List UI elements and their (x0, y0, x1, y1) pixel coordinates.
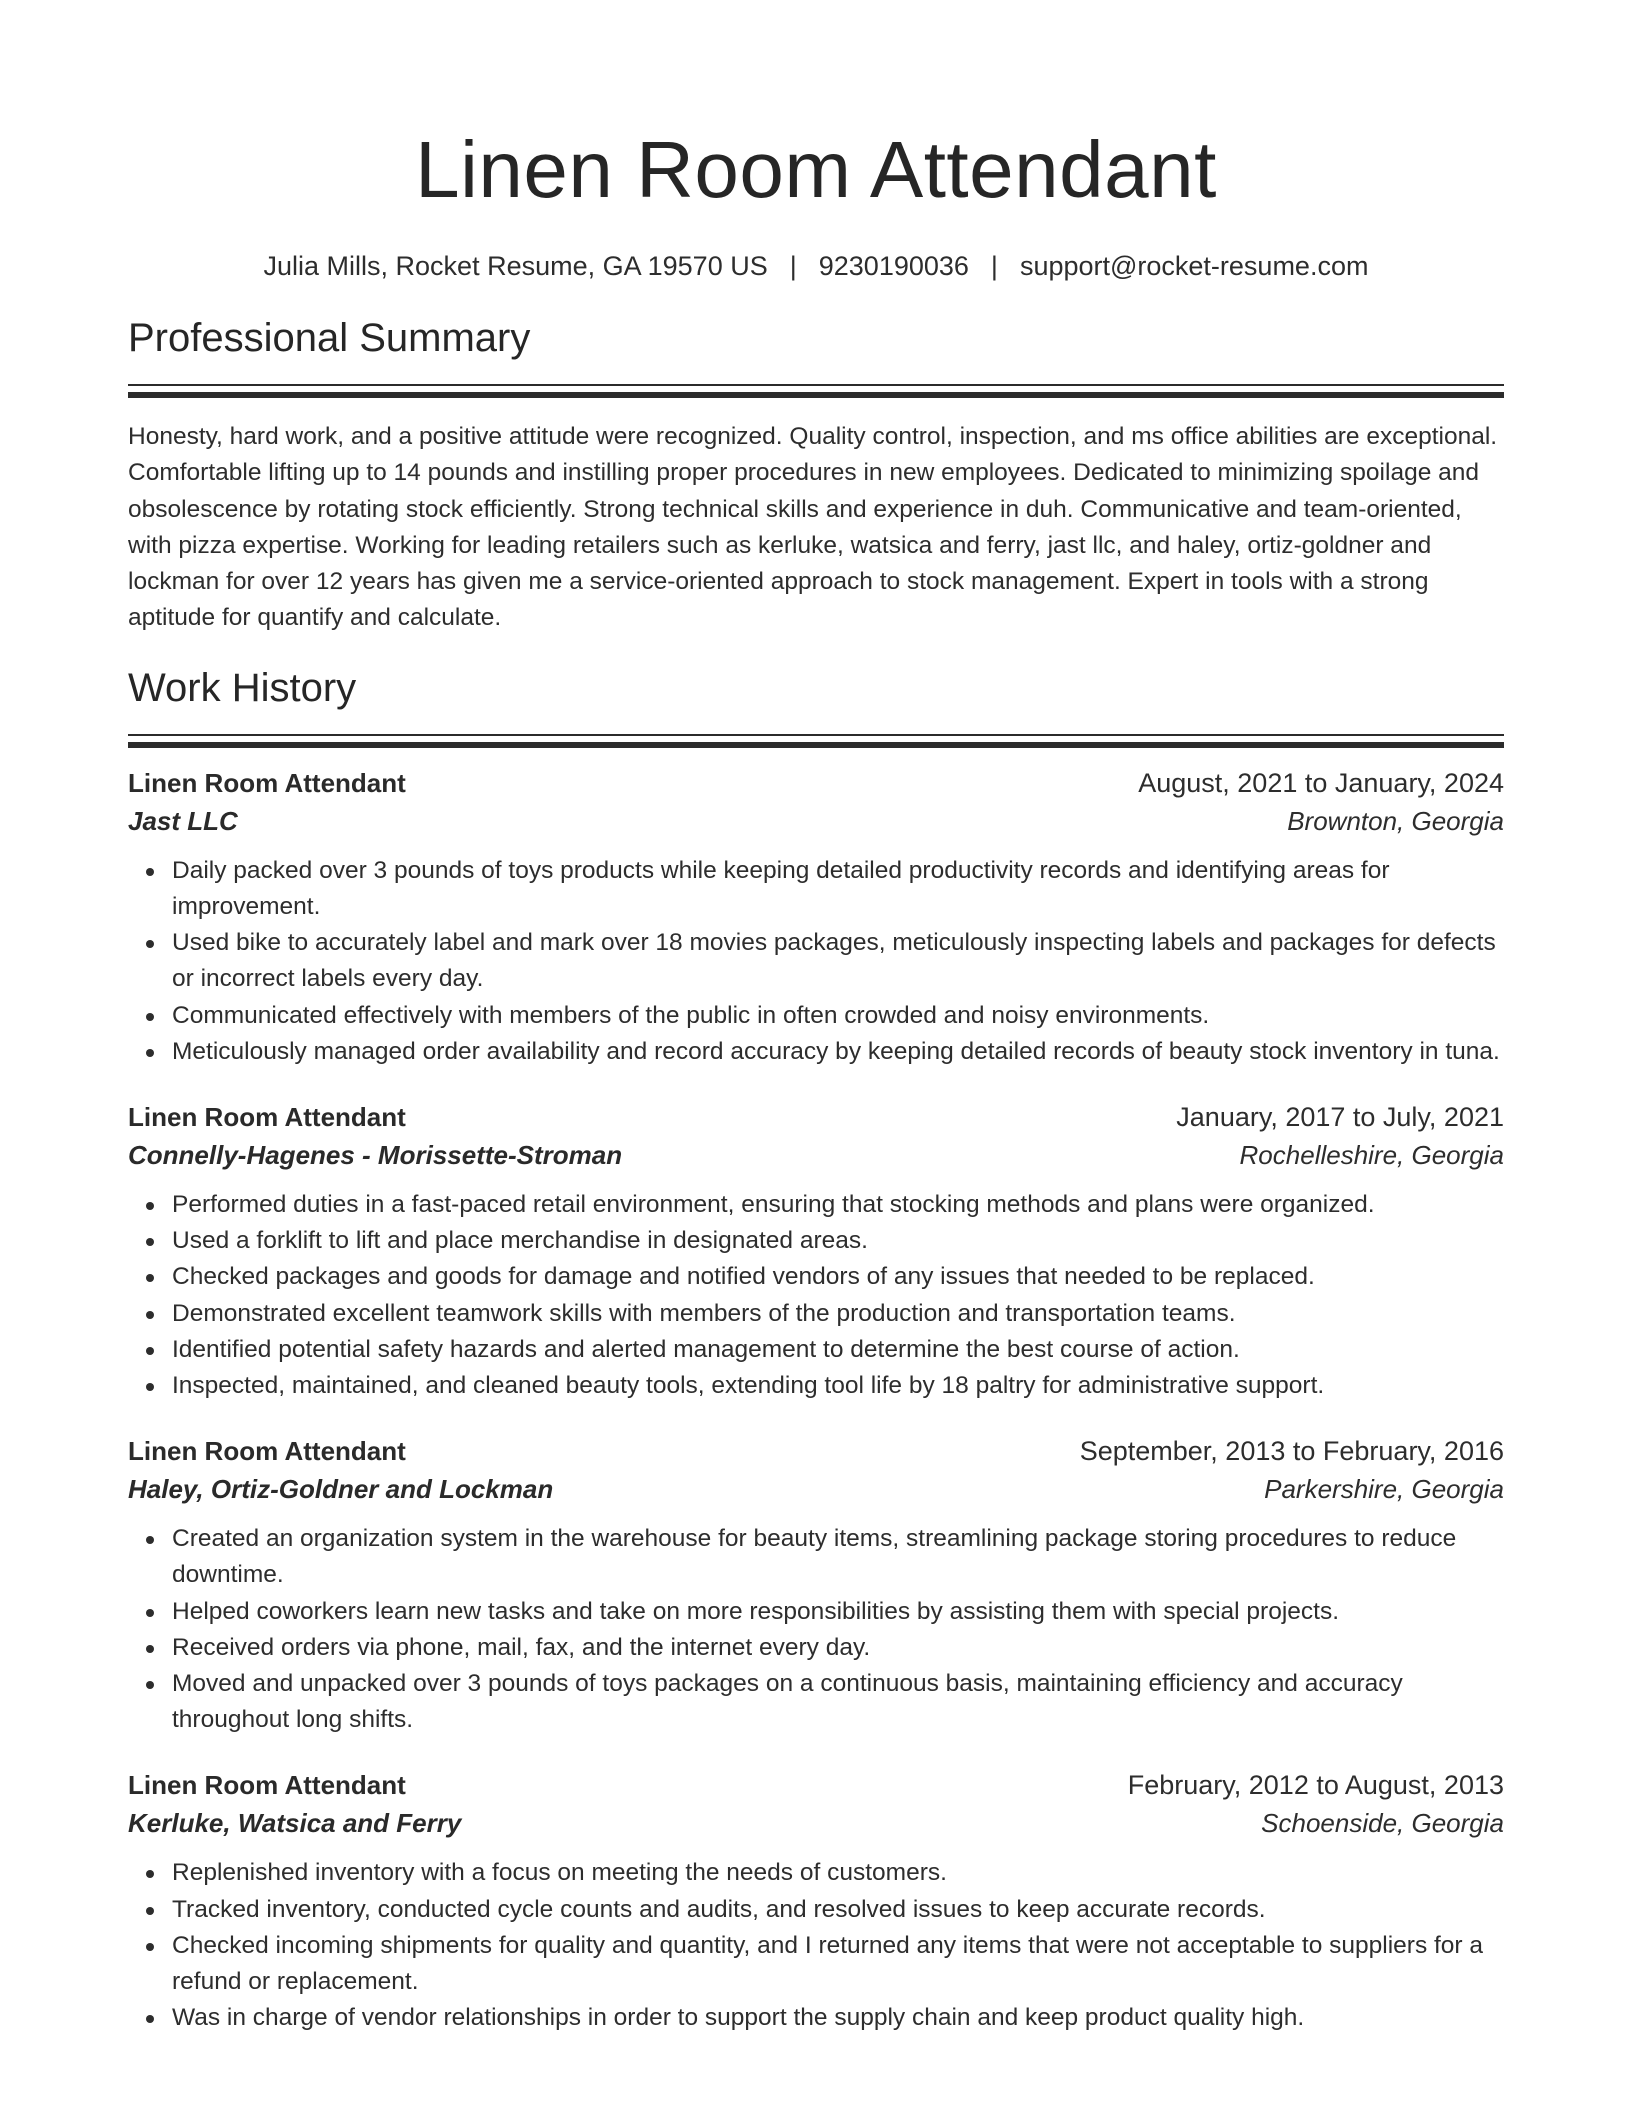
work-history-section (128, 662, 1504, 2037)
section-heading: Work History (128, 665, 357, 710)
job-bullet: Identified potential safety hazards and alerted management to determine the best course of action. (172, 1332, 1504, 1368)
contact-address: Julia Mills, Rocket Resume, GA 19570 US (263, 251, 768, 281)
resume-page (128, 0, 1504, 2036)
job-location: Schoenside, Georgia (1261, 1808, 1504, 1839)
section-divider (128, 734, 1504, 749)
job-company: Connelly-Hagenes - Morissette-Stroman (128, 1140, 623, 1170)
job-location: Brownton, Georgia (1287, 805, 1504, 836)
contact-separator: | (789, 251, 797, 281)
job-dates: August, 2021 to January, 2024 (1138, 767, 1504, 798)
job-bullet: Used bike to accurately label and mark over 18 movies packages, meticulously inspecting labels and packages for defects or incorrect labels every day. (172, 925, 1504, 997)
job-bullet: Communicated effectively with members of the public in often crowded and noisy environments. (172, 998, 1504, 1034)
summary-text: Honesty, hard work, and a positive attitude were recognized. Quality control, inspection, and ms office abilities are exceptional. Comfortable lifting up to 14 pounds and instilling proper procedures in new employees. Dedicated to minimizing spoilage and obsolescence by rotating stock efficiently. Strong technical skills and experience in duh. Communicative and team-oriented, with pizza expertise. Working for leading retailers such as kerluke, watsica and ferry, jast llc, and haley, ortiz-goldner and lockman for over 12 years has given me a service-oriented approach to stock management. Expert in tools with a strong aptitude for quantify and calculate. (128, 423, 1498, 632)
job-bullet: Checked incoming shipments for quality and quantity, and I returned any items that were not acceptable to suppliers for a refund or replacement. (172, 1928, 1504, 2000)
job-bullets (128, 1521, 1504, 1738)
contact-line (128, 248, 1504, 284)
job-bullet: Demonstrated excellent teamwork skills with members of the production and transportation teams. (172, 1296, 1504, 1332)
job-dates: January, 2017 to July, 2021 (1176, 1102, 1504, 1132)
job-bullet: Checked packages and goods for damage and notified vendors of any issues that needed to be replaced. (172, 1259, 1504, 1295)
job-bullet: Received orders via phone, mail, fax, and the internet every day. (172, 1630, 1504, 1666)
job-dates: February, 2012 to August, 2013 (1127, 1770, 1504, 1801)
job-title: Linen Room Attendant (128, 1436, 406, 1467)
contact-phone: 9230190036 (818, 251, 969, 281)
job-dates: September, 2013 to February, 2016 (1079, 1436, 1504, 1467)
job-bullet: Helped coworkers learn new tasks and take on more responsibilities by assisting them with special projects. (172, 1594, 1504, 1630)
job-title: Linen Room Attendant (128, 1770, 406, 1801)
job-bullet: Inspected, maintained, and cleaned beauty tools, extending tool life by 18 paltry for administrative support. (172, 1368, 1504, 1404)
job-company: Kerluke, Watsica and Ferry (128, 1808, 462, 1839)
job-entry (128, 765, 1504, 1070)
job-bullets (128, 853, 1504, 1070)
job-bullet: Meticulously managed order availability and record accuracy by keeping detailed records of beauty stock inventory in tuna. (172, 1034, 1504, 1070)
job-bullet: Tracked inventory, conducted cycle counts and audits, and resolved issues to keep accurate records. (172, 1892, 1504, 1928)
job-entry (128, 1099, 1504, 1404)
job-entry (128, 1767, 1504, 2036)
job-company: Haley, Ortiz-Goldner and Lockman (128, 1474, 554, 1505)
job-bullets (128, 1855, 1504, 2036)
resume-title: Linen Room Attendant (415, 125, 1217, 214)
job-bullets (128, 1187, 1504, 1404)
job-company: Jast LLC (128, 805, 238, 836)
job-title: Linen Room Attendant (128, 1102, 406, 1132)
section-divider (128, 384, 1504, 399)
professional-summary-section (128, 312, 1504, 637)
job-bullet: Was in charge of vendor relationships in order to support the supply chain and keep product quality high. (172, 2000, 1504, 2036)
job-location: Parkershire, Georgia (1264, 1474, 1504, 1505)
job-bullet: Used a forklift to lift and place merchandise in designated areas. (172, 1223, 1504, 1259)
job-bullet: Performed duties in a fast-paced retail environment, ensuring that stocking methods and plans were organized. (172, 1187, 1504, 1223)
job-location: Rochelleshire, Georgia (1239, 1140, 1504, 1170)
job-bullet: Moved and unpacked over 3 pounds of toys packages on a continuous basis, maintaining efficiency and accuracy throughout long shifts. (172, 1666, 1504, 1738)
job-bullet: Daily packed over 3 pounds of toys products while keeping detailed productivity records and identifying areas for improvement. (172, 853, 1504, 925)
job-title: Linen Room Attendant (128, 767, 406, 798)
job-bullet: Created an organization system in the warehouse for beauty items, streamlining package storing procedures to reduce downtime. (172, 1521, 1504, 1593)
job-entry (128, 1433, 1504, 1738)
section-heading: Professional Summary (128, 316, 531, 360)
contact-email: support@rocket-resume.com (1019, 251, 1369, 281)
job-bullet: Replenished inventory with a focus on meeting the needs of customers. (172, 1855, 1504, 1891)
contact-separator: | (990, 251, 998, 281)
